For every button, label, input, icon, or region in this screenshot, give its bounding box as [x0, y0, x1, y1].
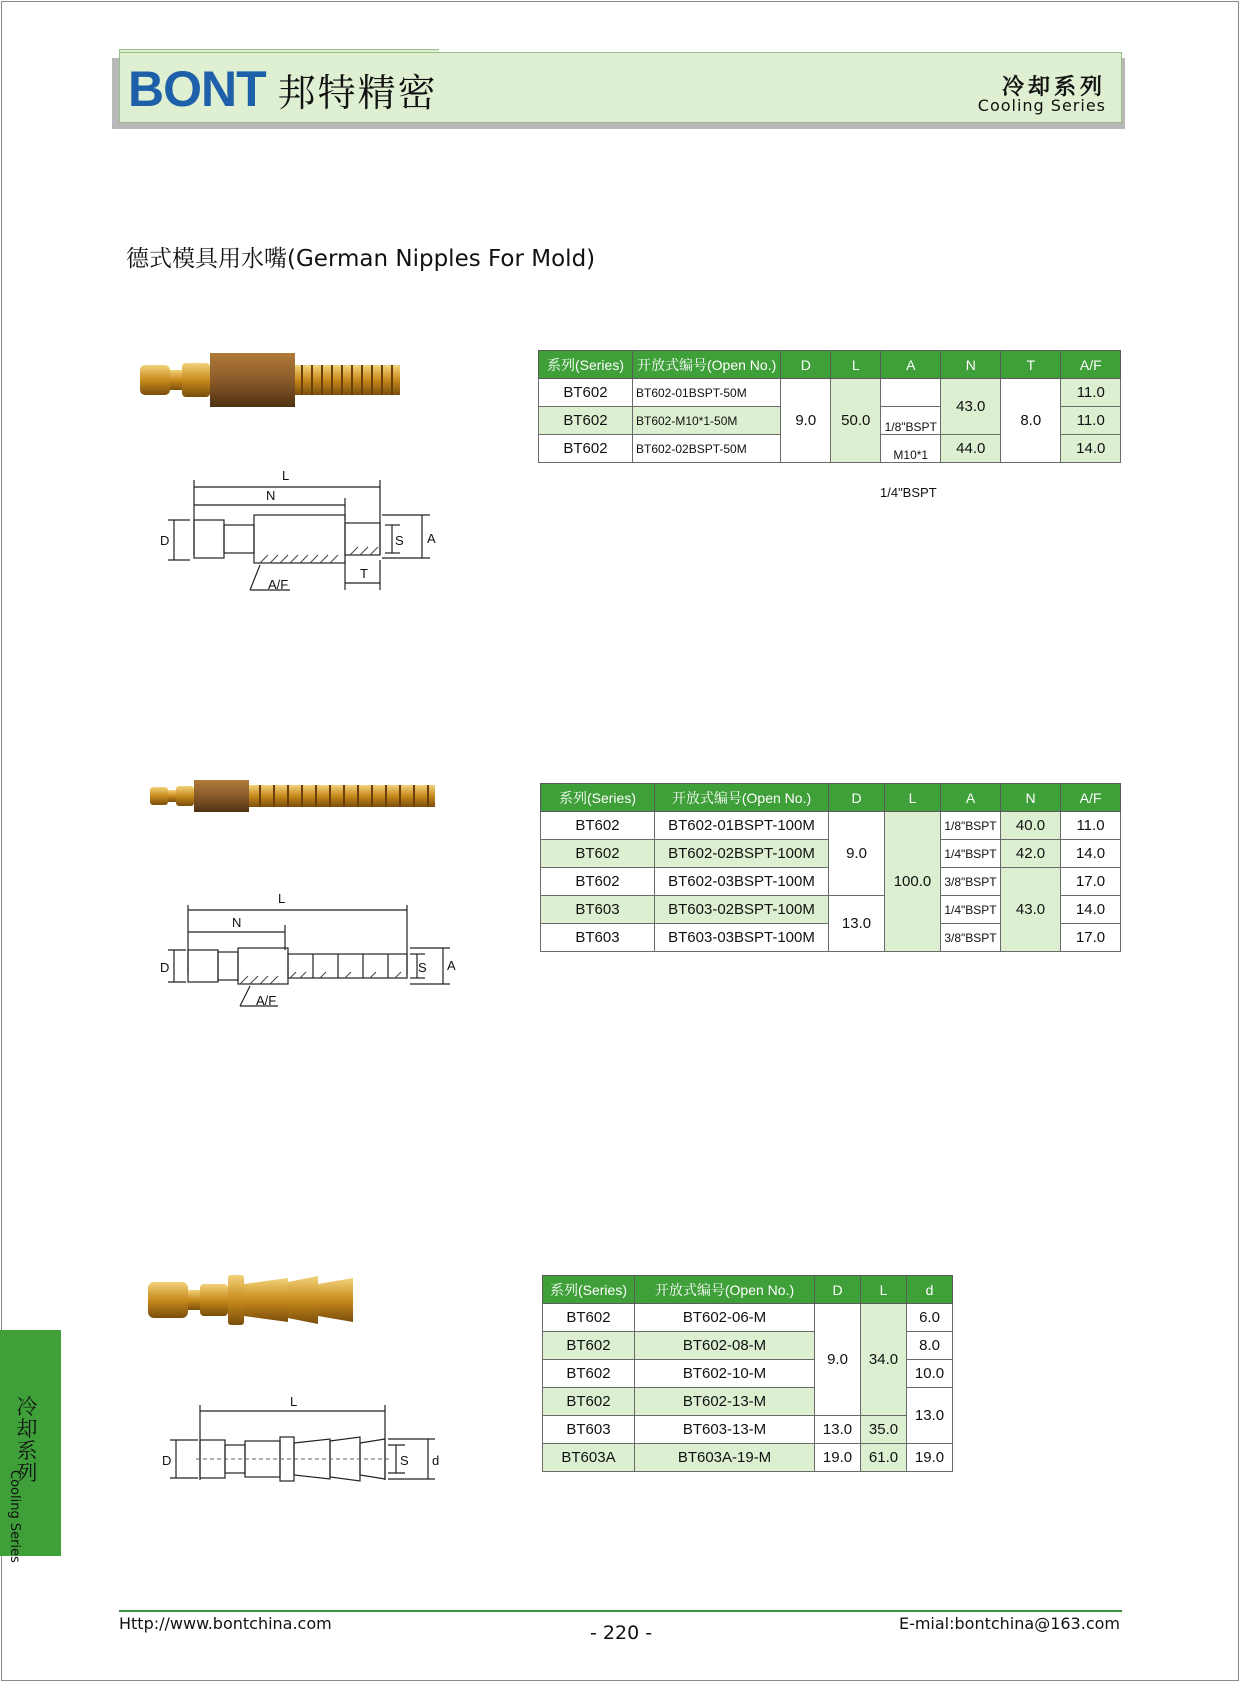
- cell-open-no: BT602-03BSPT-100M: [655, 868, 829, 896]
- spec-table-3: [542, 1275, 953, 1472]
- cell-l: 61.0: [861, 1444, 907, 1472]
- cell-n-3: 43.0: [1001, 868, 1061, 952]
- cell-series: BT603: [541, 924, 655, 952]
- cell-small-d: 8.0: [907, 1332, 953, 1360]
- cell-n-2: 44.0: [941, 435, 1001, 463]
- cell-l: 34.0: [861, 1304, 907, 1416]
- header-af: A/F: [1061, 784, 1121, 812]
- product-image-bt602-100m: [150, 780, 440, 812]
- dim-label-d: D: [162, 1453, 172, 1468]
- header-n: N: [1001, 784, 1061, 812]
- cell-open-no: BT602-01BSPT-50M: [633, 379, 781, 407]
- section-title: 德式模具用水嘴(German Nipples For Mold): [126, 246, 596, 272]
- header-open-no: 开放式编号(Open No.): [633, 351, 781, 379]
- cell-d-2: 13.0: [829, 896, 885, 952]
- cell-n-1: 40.0: [1001, 812, 1061, 840]
- technical-drawing-2: [160, 890, 480, 1010]
- dim-label-t: T: [360, 566, 368, 581]
- dim-label-a: A: [427, 531, 436, 546]
- cell-small-d: 13.0: [907, 1388, 953, 1444]
- cell-open-no: BT602-01BSPT-100M: [655, 812, 829, 840]
- table-row: [543, 1444, 953, 1472]
- side-tab-en: Cooling Series: [7, 1470, 22, 1563]
- cell-a: 1/4"BSPT: [941, 840, 1001, 868]
- dim-label-s: S: [418, 960, 427, 975]
- cell-a: 3/8"BSPT: [941, 924, 1001, 952]
- cell-af: 11.0: [1061, 379, 1121, 407]
- header-series: 系列(Series): [543, 1276, 635, 1304]
- header-af: A/F: [1061, 351, 1121, 379]
- cell-open-no: BT602-13-M: [635, 1388, 815, 1416]
- dim-label-l: L: [290, 1395, 298, 1409]
- cell-a-1: 1/8"BSPT: [881, 407, 941, 435]
- cell-series: BT602: [541, 868, 655, 896]
- cell-af: 11.0: [1061, 407, 1121, 435]
- cell-l: 100.0: [885, 812, 941, 952]
- series-title-cn: 冷却系列: [1001, 75, 1106, 100]
- company-logo: [128, 61, 438, 117]
- cell-d: 19.0: [815, 1444, 861, 1472]
- header-series: 系列(Series): [539, 351, 633, 379]
- header-a: A: [941, 784, 1001, 812]
- cell-af: 17.0: [1061, 924, 1121, 952]
- cell-series: BT602: [543, 1332, 635, 1360]
- cell-series: BT602: [543, 1360, 635, 1388]
- product-image-bt602-hose: [148, 1270, 358, 1330]
- cell-series: BT603: [541, 896, 655, 924]
- header-l: L: [831, 351, 881, 379]
- header-open-no: 开放式编号(Open No.): [655, 784, 829, 812]
- header-small-d: d: [907, 1276, 953, 1304]
- cell-small-d: 10.0: [907, 1360, 953, 1388]
- dim-label-n: N: [266, 488, 276, 503]
- cell-open-no: BT603A-19-M: [635, 1444, 815, 1472]
- dim-label-s: S: [400, 1453, 409, 1468]
- cell-t: 8.0: [1001, 379, 1061, 463]
- cell-open-no: BT602-10-M: [635, 1360, 815, 1388]
- cell-a: 1/4"BSPT: [941, 896, 1001, 924]
- table-row: [541, 812, 1121, 840]
- cell-open-no: BT603-02BSPT-100M: [655, 896, 829, 924]
- dim-label-d: D: [160, 533, 170, 548]
- header-d: D: [781, 351, 831, 379]
- header-d: D: [815, 1276, 861, 1304]
- cell-open-no: BT603-03BSPT-100M: [655, 924, 829, 952]
- cell-series: BT602: [539, 407, 633, 435]
- cell-series: BT602: [543, 1304, 635, 1332]
- cell-series: BT603: [543, 1416, 635, 1444]
- dim-label-l: L: [278, 891, 286, 906]
- cell-l: 50.0: [831, 379, 881, 463]
- table-row: [543, 1416, 953, 1444]
- cell-a: 3/8"BSPT: [941, 868, 1001, 896]
- dim-label-a: A: [447, 958, 456, 973]
- cell-af: 14.0: [1061, 840, 1121, 868]
- cell-series: BT602: [541, 812, 655, 840]
- cell-small-d: 19.0: [907, 1444, 953, 1472]
- cell-open-no: BT603-13-M: [635, 1416, 815, 1444]
- cell-d: 9.0: [781, 379, 831, 463]
- cell-a: 1/8"BSPT: [941, 812, 1001, 840]
- cell-open-no: BT602-02BSPT-50M: [633, 435, 781, 463]
- cell-d: 9.0: [815, 1304, 861, 1416]
- dim-label-n: N: [232, 915, 242, 930]
- cell-af: 11.0: [1061, 812, 1121, 840]
- header-series: 系列(Series): [541, 784, 655, 812]
- cell-af: 14.0: [1061, 896, 1121, 924]
- cell-small-d: 6.0: [907, 1304, 953, 1332]
- table-row: [539, 379, 1121, 407]
- cell-series: BT602: [539, 379, 633, 407]
- cell-a-blank: [881, 379, 941, 407]
- cell-af: 14.0: [1061, 435, 1121, 463]
- side-tab-cn: 冷却系列: [16, 1395, 38, 1485]
- company-name-cn: 邦特精密: [277, 70, 438, 115]
- cell-a-2: M10*1: [881, 435, 941, 463]
- header-n: N: [941, 351, 1001, 379]
- dim-label-s: S: [395, 533, 404, 548]
- spec-table-2: [540, 783, 1121, 952]
- dim-label-l: L: [282, 468, 290, 483]
- logo-text: BONT: [128, 61, 266, 117]
- cell-series: BT602: [543, 1388, 635, 1416]
- page-number: - 220 -: [590, 1622, 653, 1644]
- footer-website: Http://www.bontchina.com: [119, 1614, 332, 1633]
- dim-label-d: D: [160, 960, 170, 975]
- table-row: [543, 1304, 953, 1332]
- cell-l: 35.0: [861, 1416, 907, 1444]
- cell-n-2: 42.0: [1001, 840, 1061, 868]
- footer-divider: [119, 1610, 1122, 1612]
- a-value-below: 1/4"BSPT: [880, 485, 937, 500]
- header-d: D: [829, 784, 885, 812]
- series-title-en: Cooling Series: [977, 96, 1106, 115]
- cell-open-no: BT602-02BSPT-100M: [655, 840, 829, 868]
- header-a: A: [881, 351, 941, 379]
- cell-series: BT602: [539, 435, 633, 463]
- cell-series: BT602: [541, 840, 655, 868]
- technical-drawing-1: [160, 465, 450, 600]
- cell-open-no: BT602-06-M: [635, 1304, 815, 1332]
- dim-label-small-d: d: [432, 1453, 440, 1468]
- header-l: L: [885, 784, 941, 812]
- header-l: L: [861, 1276, 907, 1304]
- cell-open-no: BT602-08-M: [635, 1332, 815, 1360]
- header-open-no: 开放式编号(Open No.): [635, 1276, 815, 1304]
- cell-n-1: 43.0: [941, 379, 1001, 435]
- header-t: T: [1001, 351, 1061, 379]
- cell-open-no: BT602-M10*1-50M: [633, 407, 781, 435]
- dim-label-af: A/F: [268, 577, 289, 592]
- footer-email: E-mial:bontchina@163.com: [898, 1614, 1120, 1633]
- product-image-bt602-50m: [140, 350, 405, 410]
- technical-drawing-3: [160, 1395, 450, 1495]
- cell-af: 17.0: [1061, 868, 1121, 896]
- cell-d: 13.0: [815, 1416, 861, 1444]
- dim-label-af: A/F: [256, 993, 277, 1008]
- cell-series: BT603A: [543, 1444, 635, 1472]
- cell-d-1: 9.0: [829, 812, 885, 896]
- spec-table-1: [538, 350, 1121, 463]
